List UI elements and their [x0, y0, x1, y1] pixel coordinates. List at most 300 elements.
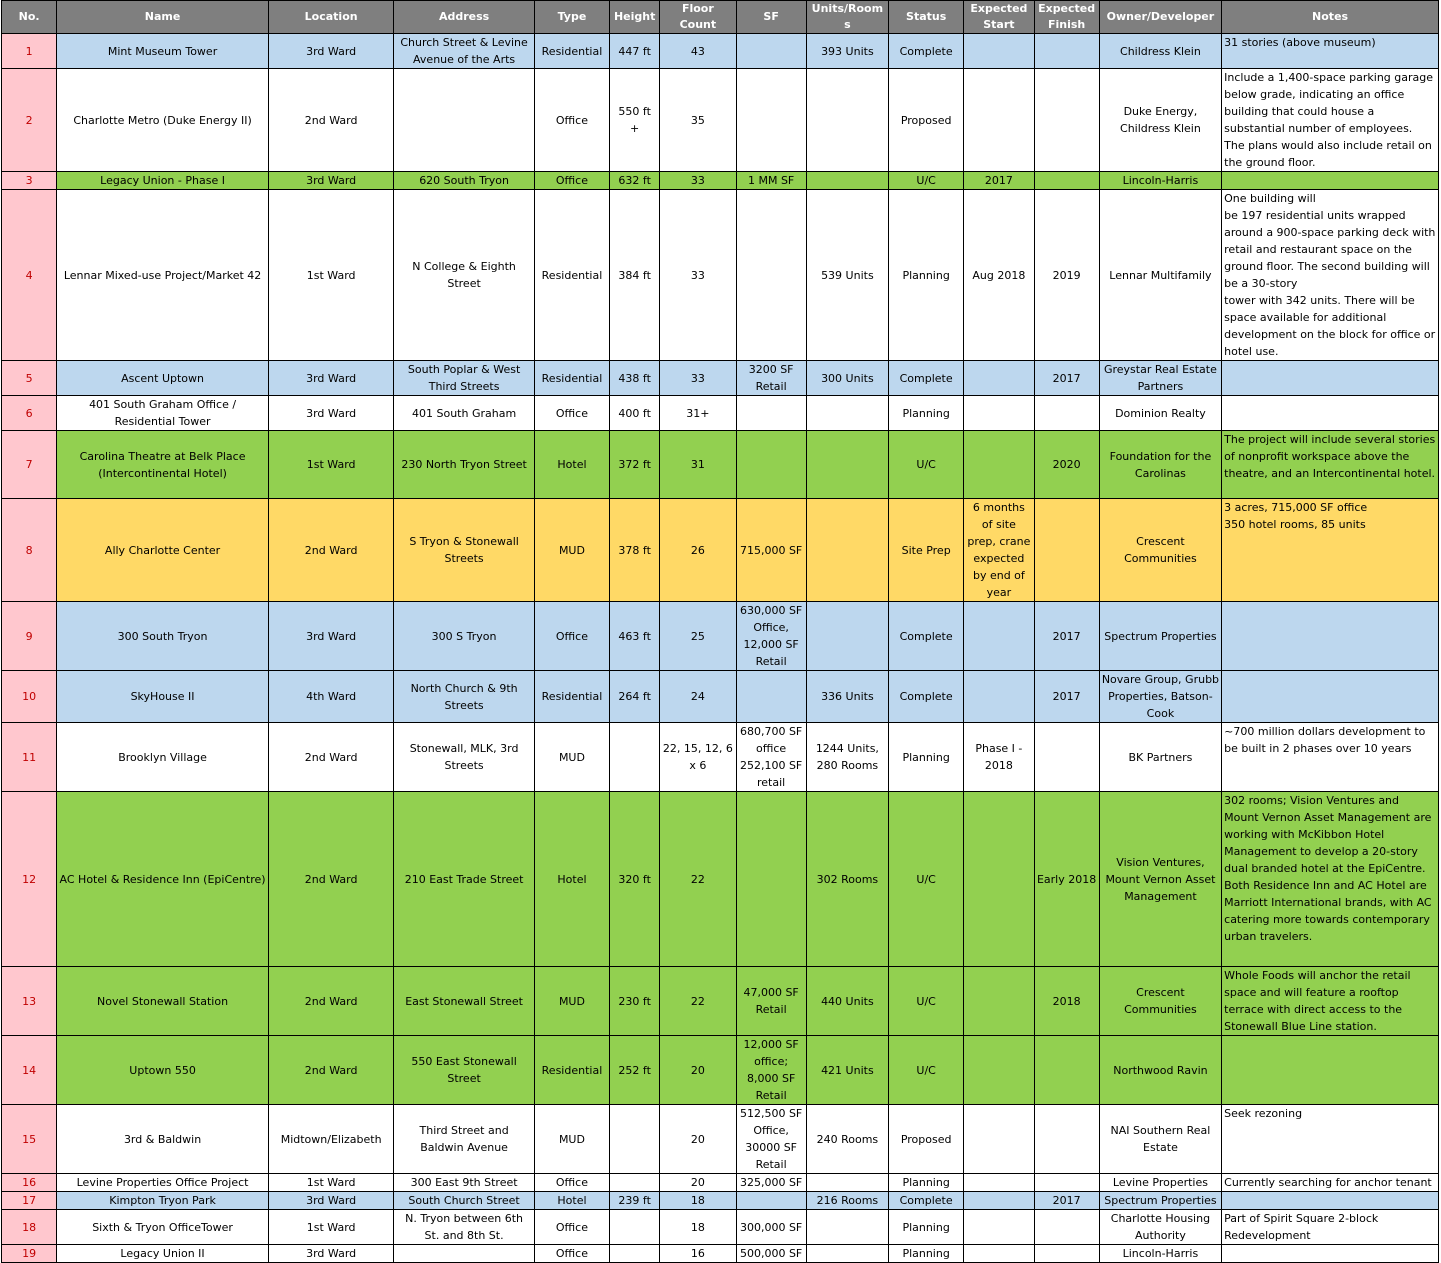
cell-location[interactable]: 2nd Ward — [268, 69, 393, 172]
cell-floor-count[interactable]: 35 — [660, 69, 736, 172]
cell-type[interactable]: MUD — [534, 499, 609, 602]
cell-number[interactable]: 1 — [2, 34, 57, 69]
cell-expected-finish[interactable] — [1034, 1174, 1099, 1192]
header-row — [2, 1, 1439, 34]
cell-height[interactable]: 320 ft — [610, 792, 660, 967]
cell-number[interactable]: 9 — [2, 602, 57, 671]
cell-notes[interactable]: One building will be 197 residential units wrapped around a 900-space parking deck with retail and restaurant space on the ground floor. The second building will be a 30-story tower with 342 units. There will be space available for additional development on the block for office or hotel use. — [1222, 190, 1439, 361]
cell-sf[interactable]: 3200 SF Retail — [736, 361, 806, 396]
cell-expected-start[interactable] — [964, 431, 1034, 499]
cell-expected-finish[interactable]: 2019 — [1034, 190, 1099, 361]
cell-number[interactable]: 19 — [2, 1245, 57, 1263]
cell-name[interactable]: Mint Museum Tower — [57, 34, 269, 69]
cell-type[interactable]: Office — [534, 1245, 609, 1263]
cell-address[interactable]: East Stonewall Street — [394, 967, 534, 1036]
cell-name[interactable]: Charlotte Metro (Duke Energy II) — [57, 69, 269, 172]
cell-number[interactable]: 18 — [2, 1210, 57, 1245]
cell-owner-developer[interactable]: Crescent Communities — [1099, 967, 1221, 1036]
cell-number[interactable]: 8 — [2, 499, 57, 602]
cell-status[interactable]: Planning — [889, 190, 964, 361]
cell-address[interactable]: Third Street and Baldwin Avenue — [394, 1105, 534, 1174]
cell-units-rooms[interactable] — [806, 1174, 888, 1192]
cell-location[interactable]: Midtown/Elizabeth — [268, 1105, 393, 1174]
cell-height[interactable]: 252 ft — [610, 1036, 660, 1105]
table-row — [2, 723, 1439, 792]
cell-expected-finish[interactable] — [1034, 396, 1099, 431]
cell-status[interactable]: Proposed — [889, 69, 964, 172]
cell-expected-start[interactable]: Aug 2018 — [964, 190, 1034, 361]
cell-location[interactable]: 3rd Ward — [268, 361, 393, 396]
cell-expected-finish[interactable] — [1034, 1210, 1099, 1245]
cell-notes[interactable] — [1222, 602, 1439, 671]
cell-expected-start[interactable]: 6 months of site prep, crane expected by end of year — [964, 499, 1034, 602]
cell-name[interactable]: 300 South Tryon — [57, 602, 269, 671]
cell-expected-finish[interactable] — [1034, 34, 1099, 69]
cell-address[interactable]: 620 South Tryon — [394, 172, 534, 190]
table-row — [2, 190, 1439, 361]
cell-status[interactable]: Planning — [889, 396, 964, 431]
table-row — [2, 431, 1439, 499]
cell-address[interactable]: N. Tryon between 6th St. and 8th St. — [394, 1210, 534, 1245]
cell-expected-start[interactable] — [964, 1245, 1034, 1263]
cell-expected-start[interactable] — [964, 69, 1034, 172]
cell-owner-developer[interactable]: Dominion Realty — [1099, 396, 1221, 431]
cell-address[interactable]: South Church Street — [394, 1192, 534, 1210]
cell-status[interactable]: Planning — [889, 723, 964, 792]
table-row — [2, 34, 1439, 69]
cell-name[interactable]: Novel Stonewall Station — [57, 967, 269, 1036]
cell-floor-count[interactable]: 31+ — [660, 396, 736, 431]
cell-owner-developer[interactable]: Northwood Ravin — [1099, 1036, 1221, 1105]
cell-location[interactable]: 2nd Ward — [268, 499, 393, 602]
cell-owner-developer[interactable]: Lennar Multifamily — [1099, 190, 1221, 361]
cell-name[interactable]: Legacy Union II — [57, 1245, 269, 1263]
cell-location[interactable]: 1st Ward — [268, 1174, 393, 1192]
table-row — [2, 499, 1439, 602]
cell-notes[interactable]: Whole Foods will anchor the retail space and will feature a rooftop terrace with direct access to the Stonewall Blue Line station. — [1222, 967, 1439, 1036]
cell-name[interactable]: Uptown 550 — [57, 1036, 269, 1105]
cell-name[interactable]: Sixth & Tryon OfficeTower — [57, 1210, 269, 1245]
cell-owner-developer[interactable]: Levine Properties — [1099, 1174, 1221, 1192]
table-row — [2, 361, 1439, 396]
cell-type[interactable]: Office — [534, 396, 609, 431]
cell-height[interactable] — [610, 1210, 660, 1245]
cell-type[interactable]: Hotel — [534, 1192, 609, 1210]
column-header-number[interactable]: No. — [2, 1, 57, 34]
cell-expected-start[interactable] — [964, 361, 1034, 396]
cell-location[interactable]: 3rd Ward — [268, 172, 393, 190]
cell-sf[interactable]: 300,000 SF — [736, 1210, 806, 1245]
cell-number[interactable]: 17 — [2, 1192, 57, 1210]
column-header-name[interactable]: Name — [57, 1, 269, 34]
cell-address[interactable]: 300 S Tryon — [394, 602, 534, 671]
column-header-notes[interactable]: Notes — [1222, 1, 1439, 34]
cell-expected-finish[interactable] — [1034, 69, 1099, 172]
cell-floor-count[interactable]: 22 — [660, 967, 736, 1036]
cell-address[interactable]: S Tryon & Stonewall Streets — [394, 499, 534, 602]
table-row — [2, 1036, 1439, 1105]
cell-floor-count[interactable]: 43 — [660, 34, 736, 69]
cell-notes[interactable]: ~700 million dollars development to be built in 2 phases over 10 years — [1222, 723, 1439, 792]
cell-units-rooms[interactable]: 302 Rooms — [806, 792, 888, 967]
cell-owner-developer[interactable]: Lincoln-Harris — [1099, 1245, 1221, 1263]
cell-type[interactable]: Residential — [534, 361, 609, 396]
cell-status[interactable]: Planning — [889, 1174, 964, 1192]
cell-number[interactable]: 6 — [2, 396, 57, 431]
cell-expected-start[interactable] — [964, 1036, 1034, 1105]
cell-name[interactable]: 401 South Graham Office / Residential Tower — [57, 396, 269, 431]
cell-owner-developer[interactable]: Greystar Real Estate Partners — [1099, 361, 1221, 396]
cell-status[interactable]: Complete — [889, 34, 964, 69]
cell-sf[interactable]: 500,000 SF — [736, 1245, 806, 1263]
cell-expected-finish[interactable] — [1034, 1036, 1099, 1105]
cell-status[interactable]: U/C — [889, 967, 964, 1036]
cell-units-rooms[interactable]: 421 Units — [806, 1036, 888, 1105]
cell-floor-count[interactable]: 16 — [660, 1245, 736, 1263]
cell-expected-start[interactable] — [964, 1105, 1034, 1174]
cell-status[interactable]: Planning — [889, 1210, 964, 1245]
cell-owner-developer[interactable]: Vision Ventures, Mount Vernon Asset Management — [1099, 792, 1221, 967]
cell-sf[interactable]: 1 MM SF — [736, 172, 806, 190]
cell-status[interactable]: Planning — [889, 1245, 964, 1263]
cell-floor-count[interactable]: 31 — [660, 431, 736, 499]
cell-units-rooms[interactable] — [806, 602, 888, 671]
cell-expected-start[interactable] — [964, 671, 1034, 723]
cell-owner-developer[interactable]: Spectrum Properties — [1099, 602, 1221, 671]
cell-location[interactable]: 1st Ward — [268, 190, 393, 361]
cell-floor-count[interactable]: 22, 15, 12, 6 x 6 — [660, 723, 736, 792]
cell-sf[interactable]: 680,700 SF office 252,100 SF retail — [736, 723, 806, 792]
cell-name[interactable]: Kimpton Tryon Park — [57, 1192, 269, 1210]
cell-location[interactable]: 1st Ward — [268, 1210, 393, 1245]
cell-notes[interactable]: The project will include several stories of nonprofit workspace above the theatre, and an Intercontinental hotel. — [1222, 431, 1439, 499]
cell-expected-start[interactable] — [964, 1210, 1034, 1245]
cell-address[interactable]: 230 North Tryon Street — [394, 431, 534, 499]
cell-height[interactable]: 438 ft — [610, 361, 660, 396]
cell-units-rooms[interactable]: 336 Units — [806, 671, 888, 723]
cell-location[interactable]: 3rd Ward — [268, 1245, 393, 1263]
cell-units-rooms[interactable]: 300 Units — [806, 361, 888, 396]
cell-type[interactable]: Office — [534, 172, 609, 190]
table-row — [2, 967, 1439, 1036]
cell-address[interactable]: South Poplar & West Third Streets — [394, 361, 534, 396]
cell-expected-finish[interactable]: 2017 — [1034, 602, 1099, 671]
cell-expected-finish[interactable]: 2017 — [1034, 361, 1099, 396]
cell-owner-developer[interactable]: NAI Southern Real Estate — [1099, 1105, 1221, 1174]
cell-expected-finish[interactable] — [1034, 1245, 1099, 1263]
cell-floor-count[interactable]: 33 — [660, 190, 736, 361]
cell-sf[interactable] — [736, 671, 806, 723]
cell-type[interactable]: MUD — [534, 967, 609, 1036]
cell-owner-developer[interactable]: Childress Klein — [1099, 34, 1221, 69]
cell-name[interactable]: Ally Charlotte Center — [57, 499, 269, 602]
cell-number[interactable]: 12 — [2, 792, 57, 967]
cell-name[interactable]: Ascent Uptown — [57, 361, 269, 396]
cell-type[interactable]: Hotel — [534, 792, 609, 967]
cell-name[interactable]: Brooklyn Village — [57, 723, 269, 792]
cell-address[interactable]: 550 East Stonewall Street — [394, 1036, 534, 1105]
cell-number[interactable]: 5 — [2, 361, 57, 396]
cell-height[interactable]: 378 ft — [610, 499, 660, 602]
cell-floor-count[interactable]: 24 — [660, 671, 736, 723]
cell-location[interactable]: 3rd Ward — [268, 396, 393, 431]
cell-sf[interactable] — [736, 34, 806, 69]
cell-sf[interactable] — [736, 431, 806, 499]
cell-name[interactable]: 3rd & Baldwin — [57, 1105, 269, 1174]
cell-height[interactable] — [610, 1245, 660, 1263]
cell-notes[interactable] — [1222, 396, 1439, 431]
cell-owner-developer[interactable]: Lincoln-Harris — [1099, 172, 1221, 190]
cell-floor-count[interactable]: 25 — [660, 602, 736, 671]
cell-type[interactable]: Office — [534, 1210, 609, 1245]
cell-height[interactable]: 463 ft — [610, 602, 660, 671]
cell-owner-developer[interactable]: Charlotte Housing Authority — [1099, 1210, 1221, 1245]
column-header-units-rooms[interactable]: Units/Rooms — [806, 1, 888, 34]
cell-height[interactable]: 384 ft — [610, 190, 660, 361]
cell-type[interactable]: Residential — [534, 190, 609, 361]
cell-expected-finish[interactable]: 2017 — [1034, 671, 1099, 723]
cell-floor-count[interactable]: 33 — [660, 361, 736, 396]
column-header-expected-finish[interactable]: Expected Finish — [1034, 1, 1099, 34]
cell-address[interactable] — [394, 69, 534, 172]
cell-units-rooms[interactable] — [806, 69, 888, 172]
cell-owner-developer[interactable]: Foundation for the Carolinas — [1099, 431, 1221, 499]
table-row — [2, 671, 1439, 723]
cell-name[interactable]: Levine Properties Office Project — [57, 1174, 269, 1192]
cell-sf[interactable] — [736, 190, 806, 361]
cell-expected-finish[interactable]: 2020 — [1034, 431, 1099, 499]
cell-location[interactable]: 3rd Ward — [268, 34, 393, 69]
cell-address[interactable]: 300 East 9th Street — [394, 1174, 534, 1192]
cell-notes[interactable]: 31 stories (above museum) — [1222, 34, 1439, 69]
cell-expected-start[interactable] — [964, 602, 1034, 671]
cell-name[interactable]: AC Hotel & Residence Inn (EpiCentre) — [57, 792, 269, 967]
cell-units-rooms[interactable]: 216 Rooms — [806, 1192, 888, 1210]
table-row — [2, 1105, 1439, 1174]
cell-floor-count[interactable]: 18 — [660, 1210, 736, 1245]
cell-owner-developer[interactable]: Duke Energy, Childress Klein — [1099, 69, 1221, 172]
cell-sf[interactable]: 325,000 SF — [736, 1174, 806, 1192]
cell-height[interactable]: 372 ft — [610, 431, 660, 499]
cell-units-rooms[interactable]: 393 Units — [806, 34, 888, 69]
cell-type[interactable]: MUD — [534, 723, 609, 792]
cell-address[interactable]: 401 South Graham — [394, 396, 534, 431]
cell-owner-developer[interactable]: BK Partners — [1099, 723, 1221, 792]
cell-expected-start[interactable] — [964, 967, 1034, 1036]
cell-address[interactable]: Church Street & Levine Avenue of the Arts — [394, 34, 534, 69]
cell-expected-start[interactable]: 2017 — [964, 172, 1034, 190]
cell-expected-finish[interactable]: 2017 — [1034, 1192, 1099, 1210]
cell-number[interactable]: 7 — [2, 431, 57, 499]
cell-sf[interactable]: 12,000 SF office; 8,000 SF Retail — [736, 1036, 806, 1105]
cell-location[interactable]: 3rd Ward — [268, 602, 393, 671]
cell-height[interactable]: 550 ft + — [610, 69, 660, 172]
cell-status[interactable]: Complete — [889, 671, 964, 723]
cell-expected-start[interactable] — [964, 1174, 1034, 1192]
cell-type[interactable]: MUD — [534, 1105, 609, 1174]
column-header-status[interactable]: Status — [889, 1, 964, 34]
cell-units-rooms[interactable] — [806, 172, 888, 190]
cell-floor-count[interactable]: 18 — [660, 1192, 736, 1210]
cell-notes[interactable]: 3 acres, 715,000 SF office 350 hotel rooms, 85 units — [1222, 499, 1439, 602]
cell-address[interactable] — [394, 1245, 534, 1263]
cell-sf[interactable]: 715,000 SF — [736, 499, 806, 602]
cell-name[interactable]: Legacy Union - Phase I — [57, 172, 269, 190]
cell-notes[interactable]: Currently searching for anchor tenant — [1222, 1174, 1439, 1192]
cell-type[interactable]: Office — [534, 69, 609, 172]
cell-owner-developer[interactable]: Novare Group, Grubb Properties, Batson-Cook — [1099, 671, 1221, 723]
cell-floor-count[interactable]: 20 — [660, 1036, 736, 1105]
cell-location[interactable]: 2nd Ward — [268, 1036, 393, 1105]
cell-height[interactable] — [610, 723, 660, 792]
cell-units-rooms[interactable] — [806, 1210, 888, 1245]
cell-address[interactable]: North Church & 9th Streets — [394, 671, 534, 723]
column-header-type[interactable]: Type — [534, 1, 609, 34]
cell-number[interactable]: 14 — [2, 1036, 57, 1105]
cell-sf[interactable]: 630,000 SF Office, 12,000 SF Retail — [736, 602, 806, 671]
cell-notes[interactable]: 302 rooms; Vision Ventures and Mount Vernon Asset Management are working with McKibbon Hotel Management to develop a 20-story dual branded hotel at the EpiCentre. Both Residence Inn and AC Hotel are Marriott International brands, with AC catering more towards contemporary urban travelers. — [1222, 792, 1439, 967]
column-header-height[interactable]: Height — [610, 1, 660, 34]
cell-expected-start[interactable] — [964, 34, 1034, 69]
projects-spreadsheet — [1, 0, 1439, 1263]
column-header-expected-start[interactable]: Expected Start — [964, 1, 1034, 34]
cell-notes[interactable] — [1222, 1192, 1439, 1210]
cell-expected-finish[interactable]: 2018 — [1034, 967, 1099, 1036]
cell-height[interactable] — [610, 1105, 660, 1174]
cell-expected-start[interactable] — [964, 1192, 1034, 1210]
table-row — [2, 1192, 1439, 1210]
cell-name[interactable]: SkyHouse II — [57, 671, 269, 723]
cell-height[interactable]: 264 ft — [610, 671, 660, 723]
cell-floor-count[interactable]: 20 — [660, 1174, 736, 1192]
table-body — [2, 34, 1439, 1263]
cell-expected-finish[interactable]: Early 2018 — [1034, 792, 1099, 967]
cell-location[interactable]: 4th Ward — [268, 671, 393, 723]
cell-status[interactable]: U/C — [889, 1036, 964, 1105]
cell-status[interactable]: Complete — [889, 1192, 964, 1210]
cell-units-rooms[interactable] — [806, 499, 888, 602]
cell-height[interactable]: 632 ft — [610, 172, 660, 190]
cell-owner-developer[interactable]: Spectrum Properties — [1099, 1192, 1221, 1210]
cell-notes[interactable]: Seek rezoning — [1222, 1105, 1439, 1174]
cell-type[interactable]: Office — [534, 1174, 609, 1192]
cell-notes[interactable] — [1222, 1245, 1439, 1263]
cell-height[interactable]: 400 ft — [610, 396, 660, 431]
cell-expected-start[interactable]: Phase I - 2018 — [964, 723, 1034, 792]
column-header-floor-count[interactable]: Floor Count — [660, 1, 736, 34]
cell-address[interactable]: N College & Eighth Street — [394, 190, 534, 361]
cell-notes[interactable]: Part of Spirit Square 2-block Redevelopment — [1222, 1210, 1439, 1245]
cell-location[interactable]: 2nd Ward — [268, 967, 393, 1036]
cell-number[interactable]: 4 — [2, 190, 57, 361]
cell-sf[interactable] — [736, 69, 806, 172]
cell-floor-count[interactable]: 20 — [660, 1105, 736, 1174]
cell-status[interactable]: U/C — [889, 431, 964, 499]
cell-height[interactable]: 239 ft — [610, 1192, 660, 1210]
cell-floor-count[interactable]: 22 — [660, 792, 736, 967]
cell-status[interactable]: Proposed — [889, 1105, 964, 1174]
cell-height[interactable]: 230 ft — [610, 967, 660, 1036]
table-row — [2, 69, 1439, 172]
cell-type[interactable]: Hotel — [534, 431, 609, 499]
cell-height[interactable]: 447 ft — [610, 34, 660, 69]
cell-height[interactable] — [610, 1174, 660, 1192]
cell-sf[interactable] — [736, 792, 806, 967]
cell-location[interactable]: 2nd Ward — [268, 792, 393, 967]
cell-number[interactable]: 3 — [2, 172, 57, 190]
cell-owner-developer[interactable]: Crescent Communities — [1099, 499, 1221, 602]
table-row — [2, 172, 1439, 190]
cell-expected-finish[interactable] — [1034, 499, 1099, 602]
column-header-sf[interactable]: SF — [736, 1, 806, 34]
cell-location[interactable]: 2nd Ward — [268, 723, 393, 792]
cell-type[interactable]: Residential — [534, 1036, 609, 1105]
cell-status[interactable]: Complete — [889, 602, 964, 671]
column-header-address[interactable]: Address — [394, 1, 534, 34]
cell-expected-finish[interactable] — [1034, 1105, 1099, 1174]
cell-notes[interactable] — [1222, 172, 1439, 190]
cell-name[interactable]: Lennar Mixed-use Project/Market 42 — [57, 190, 269, 361]
cell-number[interactable]: 10 — [2, 671, 57, 723]
table-row — [2, 1210, 1439, 1245]
cell-number[interactable]: 2 — [2, 69, 57, 172]
cell-status[interactable]: Complete — [889, 361, 964, 396]
cell-number[interactable]: 11 — [2, 723, 57, 792]
cell-status[interactable]: U/C — [889, 792, 964, 967]
cell-notes[interactable] — [1222, 1036, 1439, 1105]
cell-units-rooms[interactable] — [806, 431, 888, 499]
cell-address[interactable]: Stonewall, MLK, 3rd Streets — [394, 723, 534, 792]
table-row — [2, 602, 1439, 671]
cell-expected-start[interactable] — [964, 396, 1034, 431]
table-row — [2, 396, 1439, 431]
cell-notes[interactable]: Include a 1,400-space parking garage below grade, indicating an office building that could house a substantial number of employees. The plans would also include retail on the ground floor. — [1222, 69, 1439, 172]
column-header-owner-developer[interactable]: Owner/Developer — [1099, 1, 1221, 34]
cell-units-rooms[interactable]: 240 Rooms — [806, 1105, 888, 1174]
cell-notes[interactable] — [1222, 671, 1439, 723]
column-header-location[interactable]: Location — [268, 1, 393, 34]
cell-expected-finish[interactable] — [1034, 172, 1099, 190]
cell-location[interactable]: 1st Ward — [268, 431, 393, 499]
cell-type[interactable]: Office — [534, 602, 609, 671]
cell-floor-count[interactable]: 26 — [660, 499, 736, 602]
cell-type[interactable]: Residential — [534, 34, 609, 69]
cell-floor-count[interactable]: 33 — [660, 172, 736, 190]
cell-sf[interactable] — [736, 396, 806, 431]
cell-notes[interactable] — [1222, 361, 1439, 396]
table-row — [2, 792, 1439, 967]
cell-status[interactable]: U/C — [889, 172, 964, 190]
cell-sf[interactable]: 47,000 SF Retail — [736, 967, 806, 1036]
cell-address[interactable]: 210 East Trade Street — [394, 792, 534, 967]
cell-number[interactable]: 13 — [2, 967, 57, 1036]
cell-units-rooms[interactable] — [806, 396, 888, 431]
cell-units-rooms[interactable]: 440 Units — [806, 967, 888, 1036]
cell-units-rooms[interactable]: 1244 Units, 280 Rooms — [806, 723, 888, 792]
cell-name[interactable]: Carolina Theatre at Belk Place (Intercontinental Hotel) — [57, 431, 269, 499]
cell-number[interactable]: 15 — [2, 1105, 57, 1174]
cell-units-rooms[interactable]: 539 Units — [806, 190, 888, 361]
cell-sf[interactable] — [736, 1192, 806, 1210]
cell-type[interactable]: Residential — [534, 671, 609, 723]
cell-number[interactable]: 16 — [2, 1174, 57, 1192]
cell-units-rooms[interactable] — [806, 1245, 888, 1263]
cell-expected-start[interactable] — [964, 792, 1034, 967]
cell-location[interactable]: 3rd Ward — [268, 1192, 393, 1210]
cell-sf[interactable]: 512,500 SF Office, 30000 SF Retail — [736, 1105, 806, 1174]
cell-status[interactable]: Site Prep — [889, 499, 964, 602]
cell-expected-finish[interactable] — [1034, 723, 1099, 792]
